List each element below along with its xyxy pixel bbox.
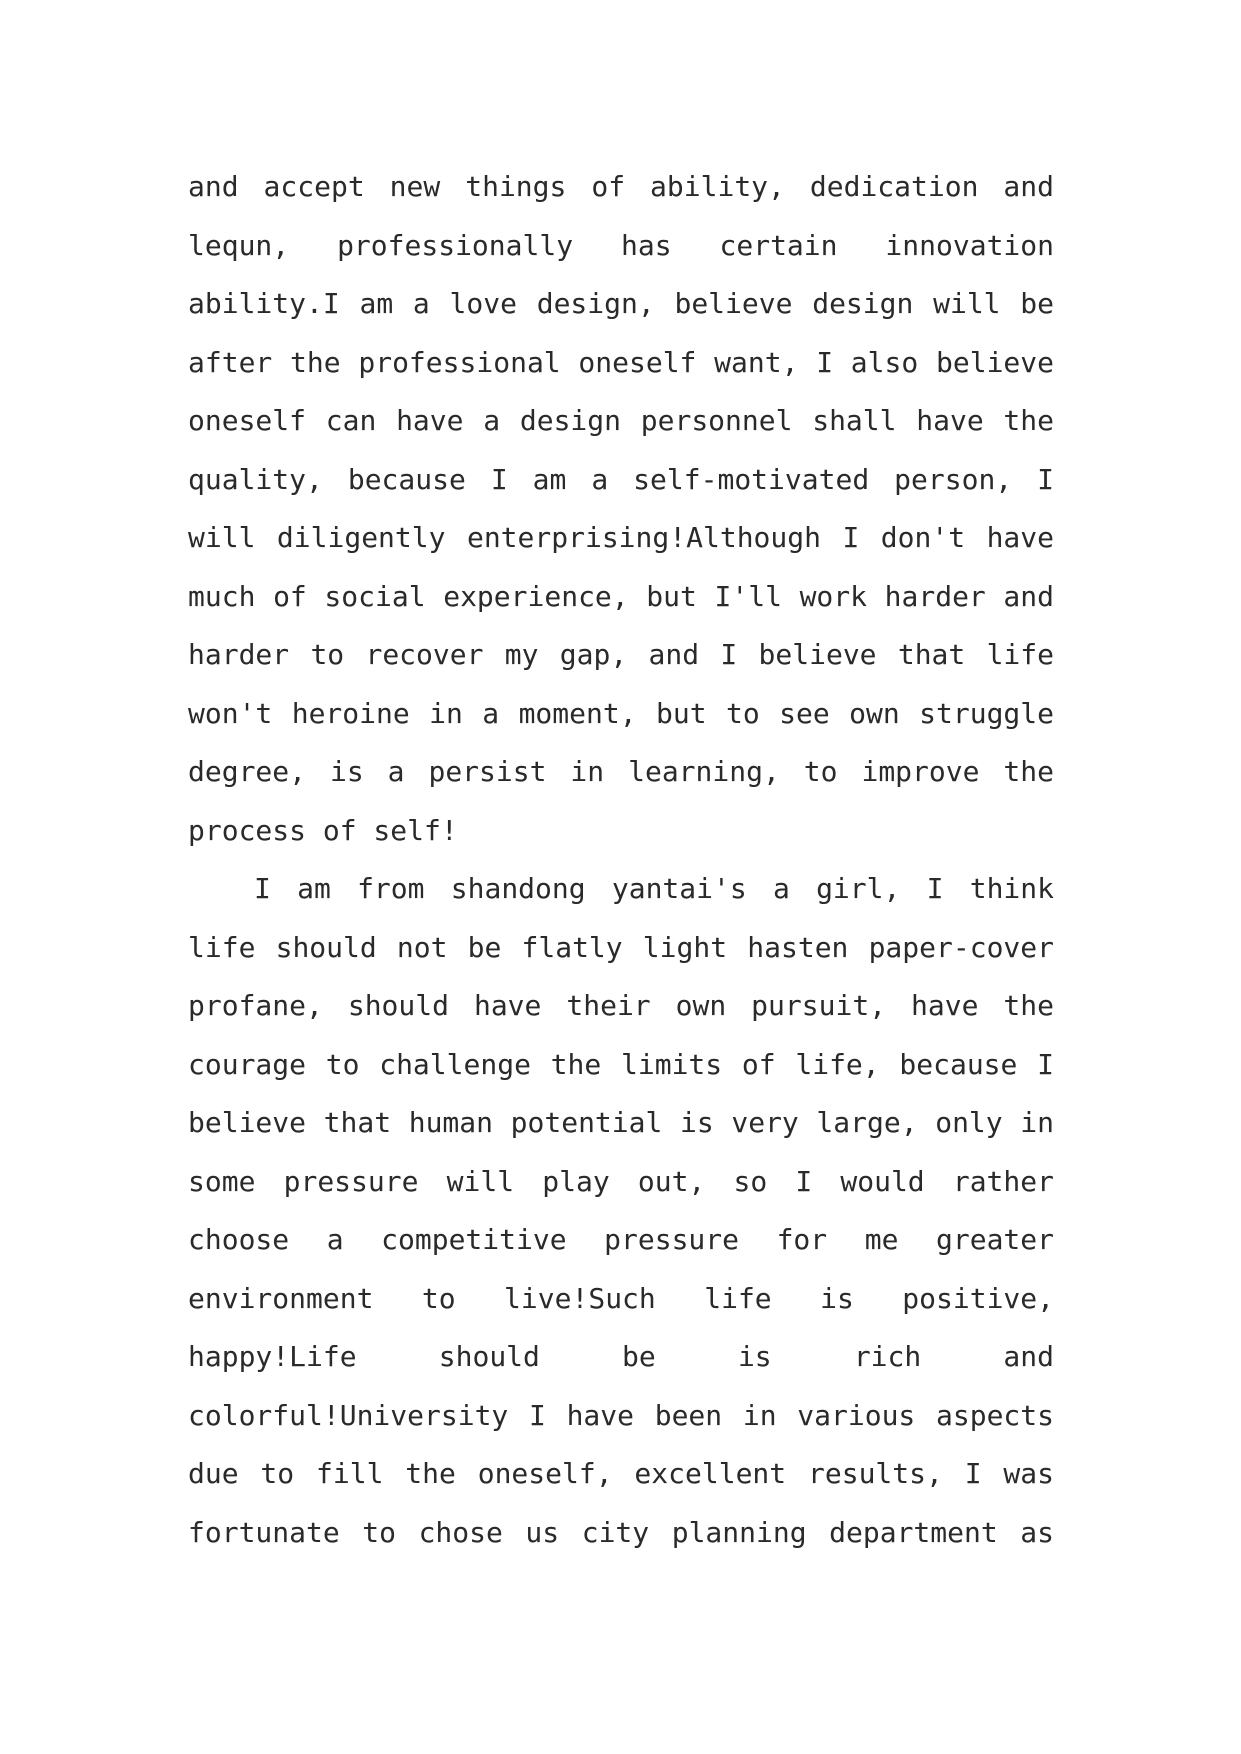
text-line: courage to challenge the limits of life, because I — [188, 1047, 1054, 1081]
paragraph-1 — [188, 158, 1054, 860]
text-line: life should not be flatly light hasten paper-cover — [188, 930, 1054, 964]
paragraph-2 — [188, 860, 1054, 1562]
text-line: will diligently enterprising!Although I don't have — [188, 521, 1054, 554]
text-line: some pressure will play out, so I would rather — [188, 1164, 1054, 1198]
text-line: fortunate to chose us city planning department as — [188, 1515, 1054, 1549]
text-line: choose a competitive pressure for me greater — [188, 1223, 1054, 1256]
text-line: process of self! — [188, 813, 458, 847]
text-line: due to fill the oneself, excellent results, I was — [188, 1457, 1054, 1490]
text-line: quality, because I am a self-motivated person, I — [188, 462, 1054, 496]
text-line: I am from shandong yantai's a girl, I think — [254, 872, 1054, 905]
text-line: lequn, professionally has certain innovation — [188, 228, 1054, 262]
text-line: harder to recover my gap, and I believe that life — [188, 638, 1054, 671]
text-line: and accept new things of ability, dedication and — [188, 170, 1054, 203]
text-line: much of social experience, but I'll work harder and — [188, 579, 1054, 613]
text-line: degree, is a persist in learning, to improve the — [188, 755, 1054, 788]
body-text — [188, 158, 1054, 1562]
text-line: environment to live!Such life is positive, — [188, 1281, 1054, 1315]
text-line: ability.I am a love design, believe design will be — [188, 287, 1054, 320]
text-line: after the professional oneself want, I also believe — [188, 345, 1054, 379]
text-line: happy!Life should be is rich and — [188, 1340, 1054, 1373]
text-line: oneself can have a design personnel shall have the — [188, 404, 1054, 437]
text-line: believe that human potential is very large, only in — [188, 1106, 1054, 1139]
text-line: won't heroine in a moment, but to see own struggle — [188, 696, 1054, 730]
text-line: colorful!University I have been in various aspects — [188, 1398, 1054, 1432]
text-line: profane, should have their own pursuit, have the — [188, 989, 1054, 1022]
